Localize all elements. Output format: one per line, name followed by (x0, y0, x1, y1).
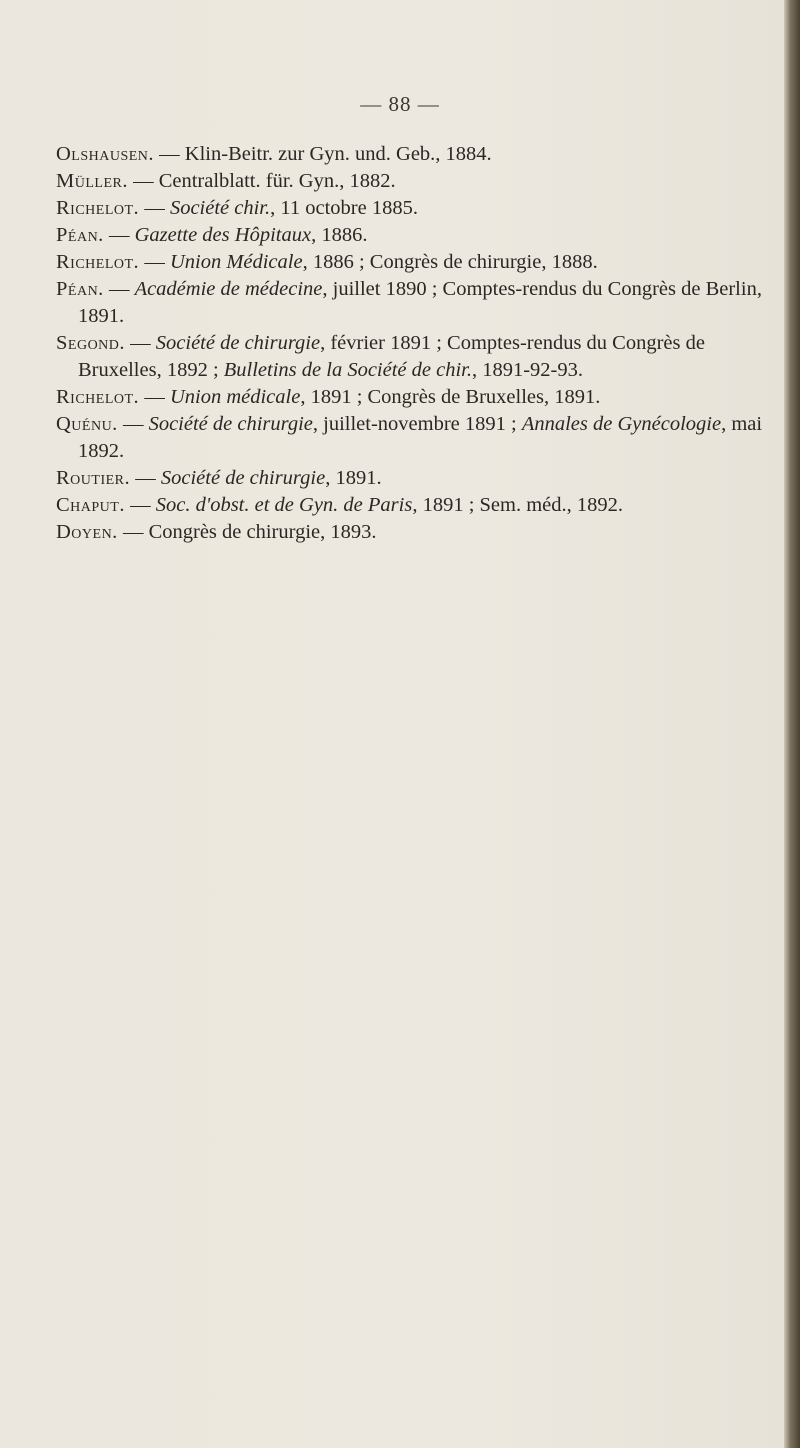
reference-text: — (117, 413, 149, 435)
reference-title: Société de chirurgie (160, 467, 326, 489)
reference-title: Annales de Gynécologie (521, 413, 722, 435)
reference-text: — Klin-Beitr. zur Gyn. und. Geb., 1884. (154, 143, 492, 165)
reference-text: — (125, 332, 156, 354)
reference-text: , 1886 ; Congrès de chirurgie, 1888. (302, 251, 598, 273)
reference-text: , mai 1892. (78, 413, 763, 462)
reference-title: Société de chirurgie (155, 332, 321, 354)
reference-author: Richelot. (56, 386, 140, 408)
reference-text: , 1886. (311, 224, 368, 246)
reference-entry (56, 465, 776, 492)
reference-title: Soc. d'obst. et de Gyn. de Paris (155, 494, 413, 516)
reference-author: Péan. (56, 224, 104, 246)
reference-title: Société de chirurgie (148, 413, 313, 435)
reference-entry (56, 222, 776, 249)
reference-text: , 1891 ; Sem. méd., 1892. (412, 494, 624, 516)
reference-text: — (103, 278, 135, 300)
reference-text: — (139, 197, 170, 219)
reference-author: Quénu. (56, 413, 118, 435)
reference-entry (56, 330, 776, 384)
reference-title: Bulletins de la Société de chir. (223, 359, 472, 381)
reference-text: — Centralblatt. für. Gyn., 1882. (127, 170, 396, 192)
reference-author: Richelot. (56, 197, 140, 219)
reference-title: Académie de médecine (134, 278, 323, 300)
reference-entry (56, 384, 776, 411)
reference-text: , 1891 ; Congrès de Bruxelles, 1891. (300, 386, 601, 408)
reference-text: , février 1891 ; Comptes-rendus du Congrès de Bruxelles, 1892 ; (78, 332, 705, 381)
reference-text: — (103, 224, 135, 246)
reference-entry (56, 492, 776, 519)
reference-title: Gazette des Hôpitaux (134, 224, 312, 246)
reference-text: , 1891. (325, 467, 382, 489)
reference-title: Société chir. (169, 197, 271, 219)
reference-author: Péan. (56, 278, 104, 300)
page-number: — 88 — (360, 92, 440, 116)
reference-text: — (139, 251, 170, 273)
reference-author: Doyen. (56, 521, 118, 543)
reference-title: Union médicale (169, 386, 301, 408)
reference-author: Richelot. (56, 251, 140, 273)
reference-author: Chaput. (56, 494, 125, 516)
reference-text: , juillet-novembre 1891 ; (312, 413, 522, 435)
reference-entry (56, 276, 776, 330)
reference-text: , juillet 1890 ; Comptes-rendus du Congrès de Berlin, 1891. (78, 278, 762, 327)
reference-text: , 11 octobre 1885. (270, 197, 418, 219)
reference-entry (56, 195, 776, 222)
reference-text: — (124, 494, 156, 516)
reference-author: Segond. (56, 332, 126, 354)
reference-author: Routier. (56, 467, 131, 489)
reference-author: Olshausen. (56, 143, 155, 165)
reference-entry (56, 249, 776, 276)
reference-text: , 1891-92-93. (471, 359, 584, 381)
reference-author: Müller. (56, 170, 128, 192)
reference-title: Union Médicale (169, 251, 303, 273)
reference-entry (56, 519, 776, 546)
bibliography-list (56, 141, 776, 546)
reference-entry (56, 411, 776, 465)
reference-text: — (139, 386, 170, 408)
reference-entry (56, 168, 776, 195)
reference-entry (56, 141, 776, 168)
reference-text: — (130, 467, 161, 489)
reference-text: — Congrès de chirurgie, 1893. (117, 521, 377, 543)
page-edge-shadow (784, 0, 800, 1448)
